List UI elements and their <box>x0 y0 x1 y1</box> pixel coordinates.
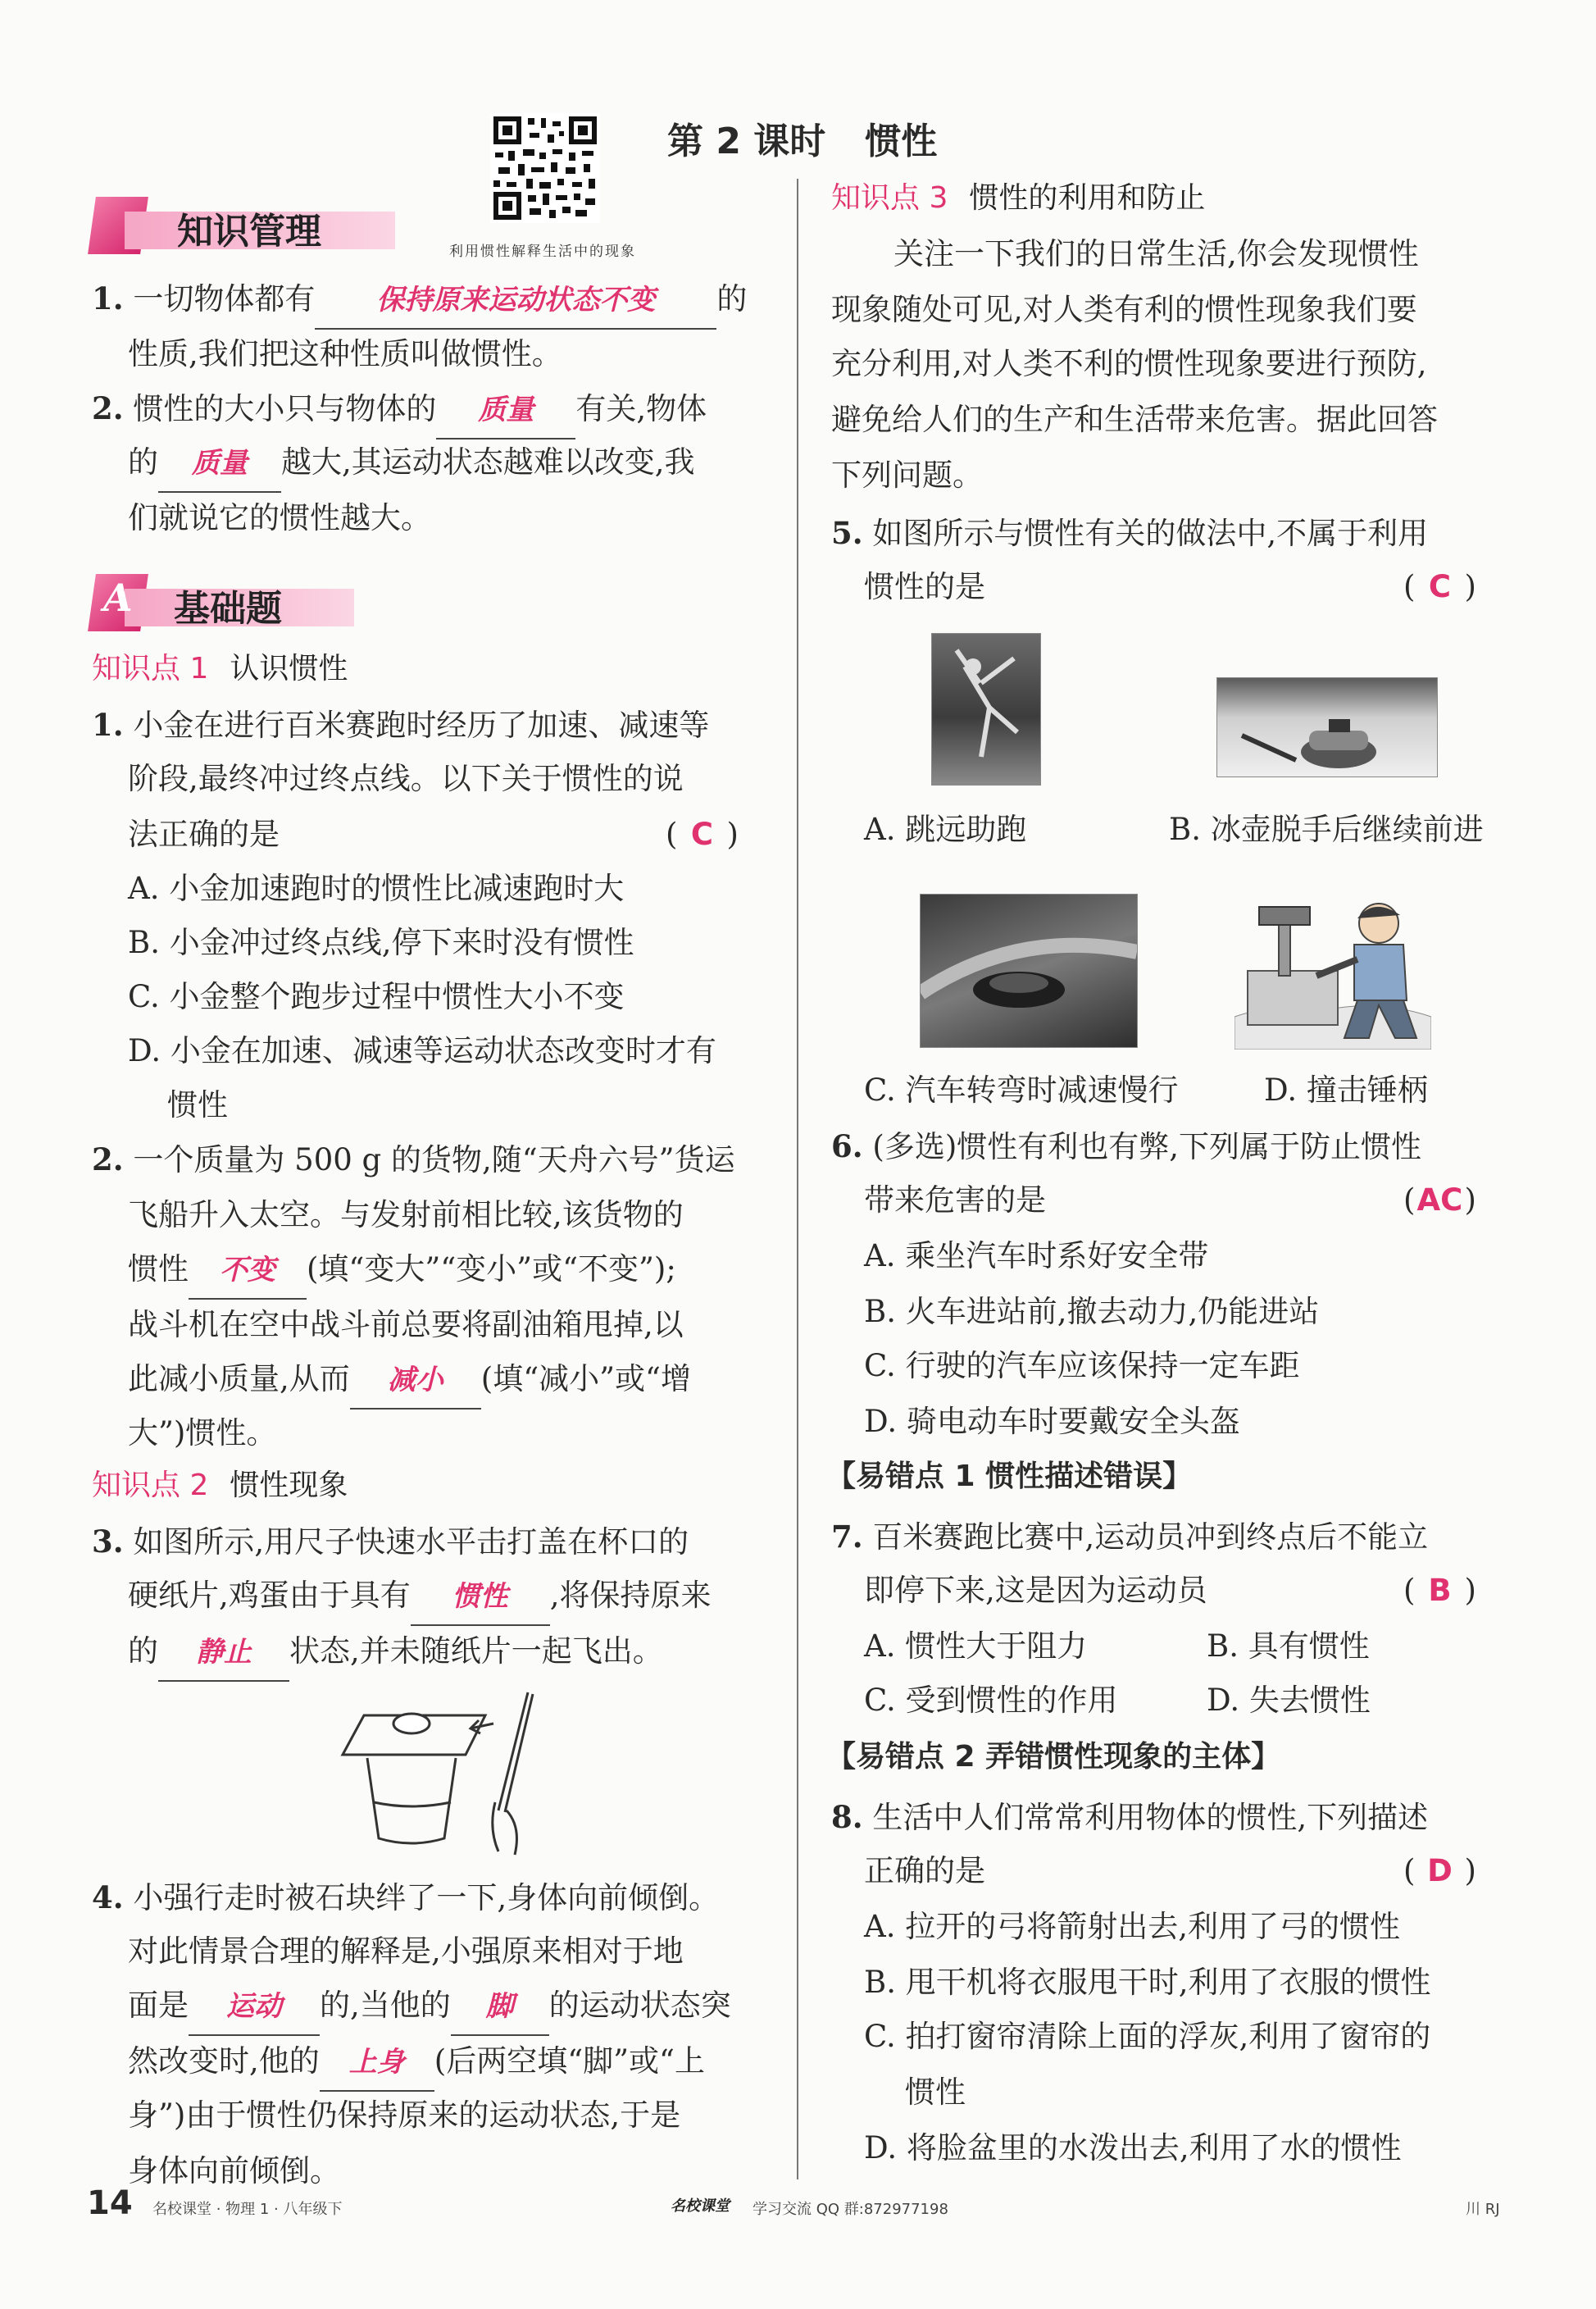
q3-line1: 3. 如图所示,用尺子快速水平击打盖在杯口的 <box>92 1523 689 1560</box>
q4-line3: 面是 运动 的,当他的 脚 的运动状态突 <box>128 1978 731 2036</box>
q3-answer-2: 静止 <box>158 1624 289 1682</box>
section-letter-basic: A <box>103 576 133 620</box>
q1-option-c: C. 小金整个跑步过程中惯性大小不变 <box>128 979 625 1014</box>
q1-answer: C <box>690 817 714 852</box>
footer-brand: 名校课堂 <box>671 2197 730 2215</box>
q6-line2: 带来危害的是 <box>864 1182 1046 1218</box>
k2-line2: 的 质量 越大,其运动状态越难以改变,我 <box>128 435 695 493</box>
page-number: 14 <box>87 2184 133 2222</box>
q1-option-a: A. 小金加速跑时的惯性比减速跑时大 <box>128 871 625 906</box>
footer-edition: 川 RJ <box>1466 2201 1500 2218</box>
k2-answer-2: 质量 <box>158 435 281 493</box>
q6-answer: AC <box>1416 1182 1463 1218</box>
qr-code[interactable] <box>490 113 600 223</box>
q7-option-d: D. 失去惯性 <box>1207 1683 1371 1718</box>
section-banner-basic <box>92 574 371 631</box>
q7-option-b: B. 具有惯性 <box>1207 1628 1370 1664</box>
q5-line2: 惯性的是 <box>864 569 985 604</box>
figure-hammer <box>1235 886 1431 1050</box>
q8-option-a: A. 拉开的弓将箭射出去,利用了弓的惯性 <box>864 1909 1401 1944</box>
q6-option-a: A. 乘坐汽车时系好安全带 <box>864 1238 1209 1273</box>
q7-answer-bracket: ( B ) <box>1403 1563 1476 1619</box>
q4-line4: 然改变时,他的 上身 (后两空填“脚”或“上 <box>128 2033 705 2092</box>
q3-answer-1: 惯性 <box>411 1569 550 1626</box>
section-banner-knowledge <box>92 197 403 254</box>
q7-answer: B <box>1428 1573 1452 1608</box>
q2-line6: 大”)惯性。 <box>128 1415 277 1451</box>
k1-line2: 性质,我们把这种性质叫做惯性。 <box>128 336 562 371</box>
q5-answer-bracket: ( C ) <box>1403 559 1476 615</box>
q4-line6: 身体向前倾倒。 <box>128 2153 340 2188</box>
q8-answer: D <box>1427 1853 1453 1888</box>
q6-answer-bracket: (AC) <box>1403 1173 1476 1228</box>
intro-line2: 现象随处可见,对人类有利的惯性现象我们要 <box>831 292 1417 327</box>
q4-answer-3: 上身 <box>320 2034 434 2092</box>
k2-line1: 2. 惯性的大小只与物体的 质量 有关,物体 <box>92 380 707 439</box>
q1-option-d: D. 小金在加速、减速等运动状态改变时才有 <box>128 1033 716 1068</box>
q8-option-d: D. 将脸盆里的水泼出去,利用了水的惯性 <box>864 2130 1402 2166</box>
q2-line1: 2. 一个质量为 500 g 的货物,随“天舟六号”货运 <box>92 1141 735 1177</box>
footer-book-title: 名校课堂 · 物理 1 · 八年级下 <box>152 2201 343 2218</box>
knowledge-point-1: 知识点 1 认识惯性 <box>92 652 348 685</box>
error-point-1: 【易错点 1 惯性描述错误】 <box>826 1460 1193 1493</box>
q2-line3: 惯性 不变 (填“变大”“变小”或“不变”); <box>128 1241 676 1300</box>
q6-line1: 6. (多选)惯性有利也有弊,下列属于防止惯性 <box>831 1128 1422 1164</box>
q6-option-c: C. 行驶的汽车应该保持一定车距 <box>864 1348 1300 1383</box>
q3-line2: 硬纸片,鸡蛋由于具有 惯性 ,将保持原来 <box>128 1568 712 1626</box>
q4-line2: 对此情景合理的解释是,小强原来相对于地 <box>128 1933 684 1969</box>
column-divider <box>797 179 798 2179</box>
q7-line2: 即停下来,这是因为运动员 <box>864 1573 1207 1608</box>
k2-answer-1: 质量 <box>436 382 575 439</box>
lesson-number: 第 2 课时 <box>667 121 826 162</box>
q4-answer-2: 脚 <box>451 1979 549 2036</box>
q6-option-b: B. 火车进站前,撤去动力,仍能进站 <box>864 1294 1320 1329</box>
q1-option-b: B. 小金冲过终点线,停下来时没有惯性 <box>128 925 634 960</box>
q7-option-a: A. 惯性大于阻力 <box>864 1628 1088 1664</box>
photo-car-turning <box>920 894 1138 1048</box>
photo-long-jump <box>931 633 1041 786</box>
intro-line3: 充分利用,对人类不利的惯性现象要进行预防, <box>831 346 1427 381</box>
k2-line3: 们就说它的惯性越大。 <box>128 500 431 535</box>
q1-line1: 1. 小金在进行百米赛跑时经历了加速、减速等 <box>92 707 710 743</box>
q2-answer-1: 不变 <box>189 1242 307 1300</box>
q5-option-b: B. 冰壶脱手后继续前进 <box>1169 812 1484 847</box>
q3-line3: 的 静止 状态,并未随纸片一起飞出。 <box>128 1624 663 1682</box>
q8-answer-bracket: ( D ) <box>1403 1843 1476 1899</box>
error-point-2: 【易错点 2 弄错惯性现象的主体】 <box>826 1740 1281 1774</box>
intro-line4: 避免给人们的生产和生活带来危害。据此回答 <box>831 402 1438 437</box>
section-title-basic: 基础题 <box>174 588 282 630</box>
q7-line1: 7. 百米赛跑比赛中,运动员冲到终点后不能立 <box>831 1519 1429 1555</box>
q1-line2: 阶段,最终冲过终点线。以下关于惯性的说 <box>128 761 684 796</box>
q4-line1: 4. 小强行走时被石块绊了一下,身体向前倾倒。 <box>92 1879 720 1915</box>
page-title <box>667 112 937 164</box>
q8-option-b: B. 甩干机将衣服甩干时,利用了衣服的惯性 <box>864 1965 1431 2000</box>
footer-qq-group: 学习交流 QQ 群:872977198 <box>753 2201 948 2218</box>
intro-line5: 下列问题。 <box>831 458 983 493</box>
lesson-title: 惯性 <box>865 121 938 162</box>
photo-curling <box>1216 677 1438 777</box>
q2-line4: 战斗机在空中战斗前总要将副油箱甩掉,以 <box>128 1307 684 1342</box>
q4-line5: 身”)由于惯性仍保持原来的运动状态,于是 <box>128 2097 681 2133</box>
cup-egg-figure <box>331 1687 536 1860</box>
q8-option-c: C. 拍打窗帘清除上面的浮灰,利用了窗帘的 <box>864 2019 1431 2054</box>
q1-line3: 法正确的是 <box>128 817 280 852</box>
q1-answer-bracket: ( C ) <box>666 807 739 863</box>
knowledge-point-2: 知识点 2 惯性现象 <box>92 1469 348 1502</box>
q5-option-d: D. 撞击锤柄 <box>1264 1073 1428 1108</box>
k1-line1: 1. 一切物体都有 保持原来运动状态不变 的 <box>92 271 747 330</box>
q8-option-c-cont: 惯性 <box>905 2074 966 2110</box>
q4-answer-1: 运动 <box>189 1979 320 2036</box>
q2-line5: 此减小质量,从而 减小 (填“减小”或“增 <box>128 1351 691 1410</box>
q5-answer: C <box>1428 569 1452 604</box>
q7-option-c: C. 受到惯性的作用 <box>864 1683 1118 1718</box>
q5-line1: 5. 如图所示与惯性有关的做法中,不属于利用 <box>831 515 1429 551</box>
intro-line1: 关注一下我们的日常生活,你会发现惯性 <box>893 236 1419 271</box>
knowledge-point-3: 知识点 3 惯性的利用和防止 <box>831 181 1206 215</box>
section-title-knowledge: 知识管理 <box>177 211 321 253</box>
q6-option-d: D. 骑电动车时要戴安全头盔 <box>864 1404 1240 1439</box>
q5-option-c: C. 汽车转弯时减速慢行 <box>864 1073 1179 1108</box>
q2-line2: 飞船升入太空。与发射前相比较,该货物的 <box>128 1197 684 1232</box>
q2-answer-2: 减小 <box>350 1352 481 1410</box>
q8-line2: 正确的是 <box>864 1853 985 1888</box>
qr-caption: 利用惯性解释生活中的现象 <box>449 244 636 260</box>
q8-line1: 8. 生活中人们常常利用物体的惯性,下列描述 <box>831 1799 1429 1835</box>
q1-option-d-cont: 惯性 <box>167 1087 228 1123</box>
k1-answer: 保持原来运动状态不变 <box>315 272 716 330</box>
q5-option-a: A. 跳远助跑 <box>864 812 1027 847</box>
